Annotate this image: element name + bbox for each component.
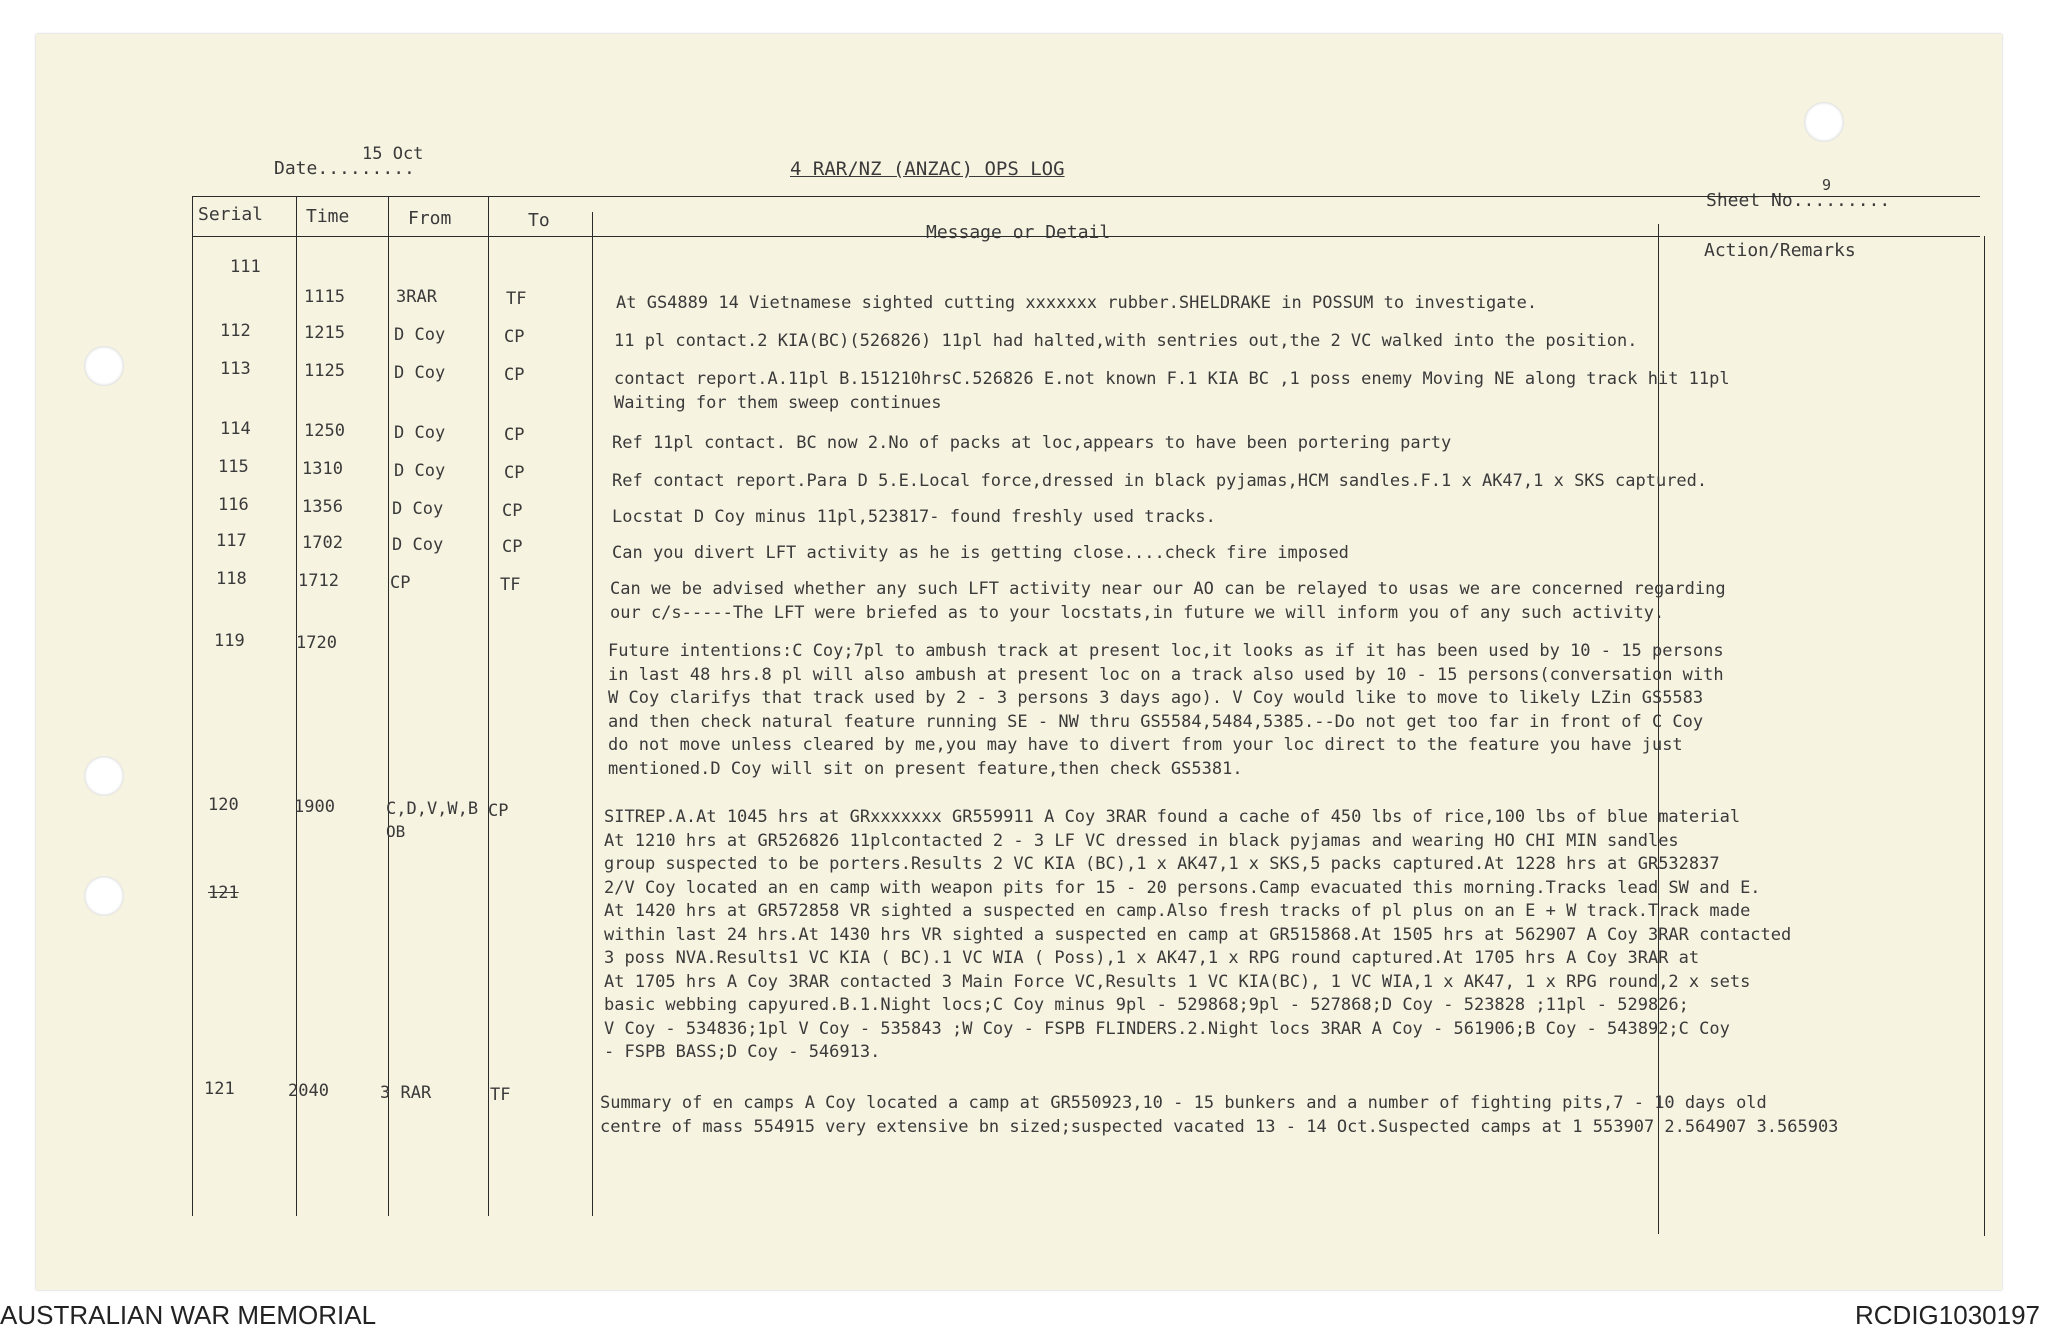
message-cell: At GS4889 14 Vietnamese sighted cutting xxxxxxx rubber.SHELDRAKE in POSSUM to investigate. xyxy=(616,293,1538,313)
serial-cell: 113 xyxy=(220,359,251,379)
punch-hole xyxy=(84,756,124,796)
col-header-serial: Serial xyxy=(198,204,264,225)
col-header-action: Action/Remarks xyxy=(1704,240,1856,261)
date-label: Date......... xyxy=(274,158,415,179)
message-cell: Summary of en camps A Coy located a camp at GR550923,10 - 15 bunkers and a number of fighting pits,7 - 10 days old centre of mass 554915 very extensive bn sized;suspected vacated 13 - 14 Oct.Suspected camps at 1 553907 2.564907 3.565903 xyxy=(600,1093,1839,1137)
time-cell: 1712 xyxy=(298,571,339,591)
to-cell: CP xyxy=(488,801,509,821)
column-rule xyxy=(192,196,193,1216)
time-cell: 1250 xyxy=(304,421,345,441)
from-cell: C,D,V,W,B xyxy=(386,799,479,819)
message-cell: SITREP.A.At 1045 hrs at GRxxxxxxx GR559911 A Coy 3RAR found a cache of 450 lbs of rice,100 lbs of blue material At 1210 hrs at GR526826 11plcontacted 2 - 3 LF VC dressed in black pyjamas and wearing HO CHI MIN sandles group suspected to be porters.Results 2 VC KIA (BC),1 x AK47,1 x SKS,5 packs captured.At 1228 hrs at GR532837 2/V Coy located an en camp with weapon pits for 15 - 20 persons.Camp evacuated this morning.Tracks lead SW and E. At 1420 hrs at GR572858 VR sighted a suspected en camp.Also fresh tracks of pl plus on an E + W track.Track made within last 24 hrs.At 1430 hrs VR sighted a suspected en camp at GR515868.At 1505 hrs at 562907 A Coy 3RAR contacted 3 poss NVA.Results1 VC KIA ( BC).1 VC WIA ( Poss),1 x AK47,1 x RPG round captured.At 1705 hrs A Coy 3RAR at At 1705 hrs A Coy 3RAR contacted 3 Main Force VC,Results 1 VC KIA(BC), 1 VC WIA,1 x AK47, 1 x RPG round,2 x sets basic webbing capyured.B.1.Night locs;C Coy minus 9pl - 529868;9pl - 527868;D Coy - 523828 ;11pl - 529826; V Coy - 534836;1pl V Coy - 535843 ;W Coy - FSPB FLINDERS.2.Night locs 3RAR A Coy - 561906;B Coy - 543892;C Coy - FSPB BASS;D Coy - 546913. xyxy=(604,807,1792,1062)
page-title: 4 RAR/NZ (ANZAC) OPS LOG xyxy=(790,158,1065,180)
serial-cell: 120 xyxy=(208,795,239,815)
serial-cell: 115 xyxy=(218,457,249,477)
serial-cell: 116 xyxy=(218,495,249,515)
from-cell: 3RAR xyxy=(396,287,437,307)
time-cell: 1310 xyxy=(302,459,343,479)
from-cell: 3 RAR xyxy=(380,1083,432,1103)
table-top-rule xyxy=(192,196,1980,197)
message-cell: Ref contact report.Para D 5.E.Local force,dressed in black pyjamas,HCM sandles.F.1 x AK47,1 x SKS captured. xyxy=(612,471,1708,491)
from-cell: D Coy xyxy=(394,461,446,481)
time-cell: 1702 xyxy=(302,533,343,553)
col-header-from: From xyxy=(408,208,452,229)
time-cell: 1900 xyxy=(294,797,335,817)
punch-hole xyxy=(84,876,124,916)
serial-cell: 118 xyxy=(216,569,247,589)
message-cell: Future intentions:C Coy;7pl to ambush track at present loc,it looks as if it has been used by 10 - 15 persons in last 48 hrs.8 pl will also ambush at present loc on a track also used by 10 - 15 persons(conversation with W Coy clarifys that track used by 2 - 3 persons 3 days ago). V Coy would like to move to likely LZin GS5583 and then check natural feature running SE - NW thru GS5584,5484,5385.--Do not get too far in front of C Coy do not move unless cleared by me,you may have to divert from your loc direct to the feature you have just mentioned.D Coy will sit on present feature,then check GS5381. xyxy=(608,641,1724,779)
to-cell: CP xyxy=(504,327,525,347)
column-rule xyxy=(296,196,297,1216)
serial-cell: 112 xyxy=(220,321,251,341)
sheet-label: Sheet No......... xyxy=(1706,190,1891,211)
from-cell: D Coy xyxy=(394,423,446,443)
from-cell: D Coy xyxy=(394,325,446,345)
time-cell: 1125 xyxy=(304,361,345,381)
date-value: 15 Oct xyxy=(362,144,424,164)
column-rule xyxy=(488,196,489,1216)
message-cell: Can we be advised whether any such LFT activity near our AO can be relayed to usas we are concerned regarding our c/s-----The LFT were briefed as to your locstats,in future we will inform you of any such activity. xyxy=(610,579,1726,623)
to-cell: CP xyxy=(502,501,523,521)
archive-credit: AUSTRALIAN WAR MEMORIAL xyxy=(0,1300,377,1330)
from-cell-continued: OB xyxy=(386,822,406,841)
col-header-time: Time xyxy=(306,206,350,227)
from-cell: D Coy xyxy=(394,363,446,383)
to-cell: CP xyxy=(504,425,525,445)
message-cell: Ref 11pl contact. BC now 2.No of packs at loc,appears to have been portering party xyxy=(612,433,1452,453)
sheet-value: 9 xyxy=(1822,176,1832,194)
from-cell: CP xyxy=(390,573,411,593)
message-cell: Can you divert LFT activity as he is getting close....check fire imposed xyxy=(612,543,1349,563)
column-rule xyxy=(592,212,593,1216)
from-cell: D Coy xyxy=(392,499,444,519)
serial-cell: 114 xyxy=(220,419,251,439)
from-cell: D Coy xyxy=(392,535,444,555)
punch-hole xyxy=(84,346,124,386)
message-cell: Locstat D Coy minus 11pl,523817- found freshly used tracks. xyxy=(612,507,1216,527)
punch-hole xyxy=(1804,102,1844,142)
to-cell: CP xyxy=(504,365,525,385)
to-cell: CP xyxy=(504,463,525,483)
to-cell: CP xyxy=(502,537,523,557)
serial-cell: 121 xyxy=(204,1079,235,1099)
serial-cell: 119 xyxy=(214,631,245,651)
time-cell: 1115 xyxy=(304,287,345,307)
column-rule xyxy=(1984,236,1985,1236)
to-cell: TF xyxy=(506,289,527,309)
message-cell: 11 pl contact.2 KIA(BC)(526826) 11pl had halted,with sentries out,the 2 VC walked into the position. xyxy=(614,331,1638,351)
time-cell: 1215 xyxy=(304,323,345,343)
serial-cell: 117 xyxy=(216,531,247,551)
col-header-message: Message or Detail xyxy=(926,222,1111,243)
to-cell: TF xyxy=(490,1085,511,1105)
serial-cell: 111 xyxy=(230,257,261,277)
time-cell: 1356 xyxy=(302,497,343,517)
time-cell: 1720 xyxy=(296,633,337,653)
archive-id: RCDIG1030197 xyxy=(1855,1300,2040,1330)
time-cell: 2040 xyxy=(288,1081,329,1101)
message-cell: contact report.A.11pl B.151210hrsC.526826 E.not known F.1 KIA BC ,1 poss enemy Moving NE along track hit 11pl Waiting for them sweep continues xyxy=(614,369,1730,413)
column-rule xyxy=(388,196,389,1216)
col-header-to: To xyxy=(528,210,550,231)
to-cell: TF xyxy=(500,575,521,595)
struck-serial: 121 xyxy=(208,883,239,903)
